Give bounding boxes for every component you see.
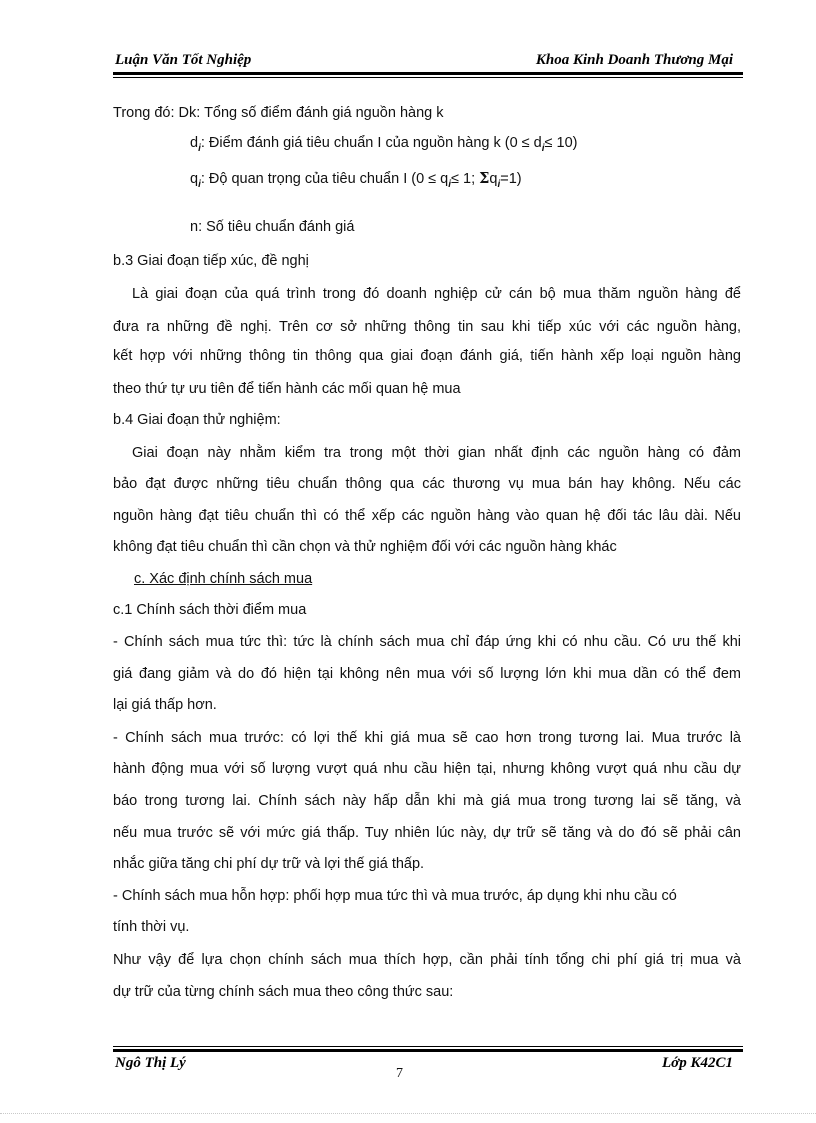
sub-i: i <box>448 178 452 190</box>
body-line-4: n: Số tiêu chuẩn đánh giá <box>190 219 355 235</box>
var-q2: q <box>489 171 498 187</box>
sigma-symbol: Σ <box>479 170 490 187</box>
conclusion-line-2: dự trữ của từng chính sách mua theo công thức sau: <box>113 984 454 1000</box>
text-q-range: ≤ 1; <box>451 171 480 187</box>
paragraph-b4-line-2: bảo đạt được những tiêu chuẩn thông qua các thương vụ mua bán hay không. Nếu các <box>113 476 741 492</box>
paragraph-b4-line-4: không đạt tiêu chuẩn thì cần chọn và thử nghiệm đối với các nguồn hàng khác <box>113 539 617 555</box>
section-c-title: c. Xác định chính sách mua <box>134 571 313 587</box>
footer-rule-thin <box>113 1046 743 1047</box>
paragraph-b3-line-3: kết hợp với những thông tin thông qua giai đoạn đánh giá, tiến hành xếp loại nguồn hàng <box>113 348 741 364</box>
sub-i: i <box>541 142 545 154</box>
section-b4-heading: b.4 Giai đoạn thử nghiệm: <box>113 412 281 428</box>
policy-immediate-line-2: giá đang giảm và do đó hiện tại không nên mua với số lượng lớn khi mua dần có thể đem <box>113 666 741 682</box>
header-faculty: Khoa Kinh Doanh Thương Mại <box>535 52 733 68</box>
var-q: q <box>190 171 199 187</box>
text-sum-eq: =1) <box>500 171 522 187</box>
sub-i: i <box>198 142 201 154</box>
header-rule-thin <box>113 77 743 78</box>
header-thesis-title: Luận Văn Tốt Nghiệp <box>115 52 252 68</box>
sub-i: i <box>198 178 201 190</box>
var-d: d <box>190 135 199 151</box>
paragraph-b3-line-4: theo thứ tự ưu tiên để tiến hành các mối quan hệ mua <box>113 381 461 397</box>
text-d-desc: : Điểm đánh giá tiêu chuẩn I của nguồn hàng k (0 ≤ d <box>200 135 542 151</box>
policy-advance-line-4: nếu mua trước sẽ với mức giá thấp. Tuy nhiên lúc này, dự trữ sẽ tăng và do đó sẽ phải cân <box>113 825 741 841</box>
section-b3-heading: b.3 Giai đoạn tiếp xúc, đề nghị <box>113 253 309 269</box>
page-bottom-dotted-border <box>0 1113 816 1114</box>
formula-line-d <box>190 134 741 158</box>
policy-mixed-line-2: tính thời vụ. <box>113 919 190 935</box>
policy-immediate-line-1: - Chính sách mua tức thì: tức là chính sách mua chỉ đáp ứng khi có nhu cầu. Có ưu thế khi <box>113 634 741 650</box>
formula-line-q <box>190 170 741 194</box>
header-rule-thick <box>113 72 743 75</box>
policy-advance-line-2: hành động mua với số lượng vượt quá nhu cầu hiện tại, nhưng không vượt quá nhu cầu dự <box>113 761 741 777</box>
footer-rule-thick <box>113 1049 743 1052</box>
paragraph-b3-line-2: đưa ra những đề nghị. Trên cơ sở những thông tin sau khi tiếp xúc với các nguồn hàng, <box>113 319 741 335</box>
text-q-desc: : Độ quan trọng của tiêu chuẩn I (0 ≤ q <box>200 171 449 187</box>
section-c-heading <box>134 570 762 588</box>
footer-class: Lớp K42C1 <box>662 1055 733 1071</box>
text-d-range: ≤ 10) <box>544 135 578 151</box>
section-c1-heading: c.1 Chính sách thời điểm mua <box>113 602 307 618</box>
conclusion-line-1: Như vậy để lựa chọn chính sách mua thích hợp, cần phải tính tổng chi phí giá trị mua và <box>113 952 741 968</box>
page-number: 7 <box>396 1066 403 1081</box>
paragraph-b4-line-1: Giai đoạn này nhằm kiểm tra trong một thời gian nhất định các nguồn hàng có đảm <box>132 445 741 461</box>
footer-author: Ngô Thị Lý <box>115 1055 186 1071</box>
paragraph-b4-line-3: nguồn hàng đạt tiêu chuẩn thì có thể xếp các nguồn hàng vào quan hệ đối tác lâu dài. Nếu <box>113 508 741 524</box>
policy-advance-line-5: nhắc giữa tăng chi phí dự trữ và lợi thế giá thấp. <box>113 856 425 872</box>
body-line-1: Trong đó: Dk: Tổng số điểm đánh giá nguồn hàng k <box>113 105 444 121</box>
sub-i: i <box>497 178 501 190</box>
policy-advance-line-3: báo trong tương lai. Chính sách này hấp dẫn khi mà giá mua trong tương lai sẽ tăng, và <box>113 793 741 809</box>
paragraph-b3-line-1: Là giai đoạn của quá trình trong đó doanh nghiệp cử cán bộ mua thăm nguồn hàng để <box>132 286 741 302</box>
policy-mixed-line-1: - Chính sách mua hỗn hợp: phối hợp mua tức thì và mua trước, áp dụng khi nhu cầu có <box>113 888 677 904</box>
policy-immediate-line-3: lại giá thấp hơn. <box>113 697 217 713</box>
policy-advance-line-1: - Chính sách mua trước: có lợi thế khi giá mua sẽ cao hơn trong tương lai. Mua trước là <box>113 730 741 746</box>
